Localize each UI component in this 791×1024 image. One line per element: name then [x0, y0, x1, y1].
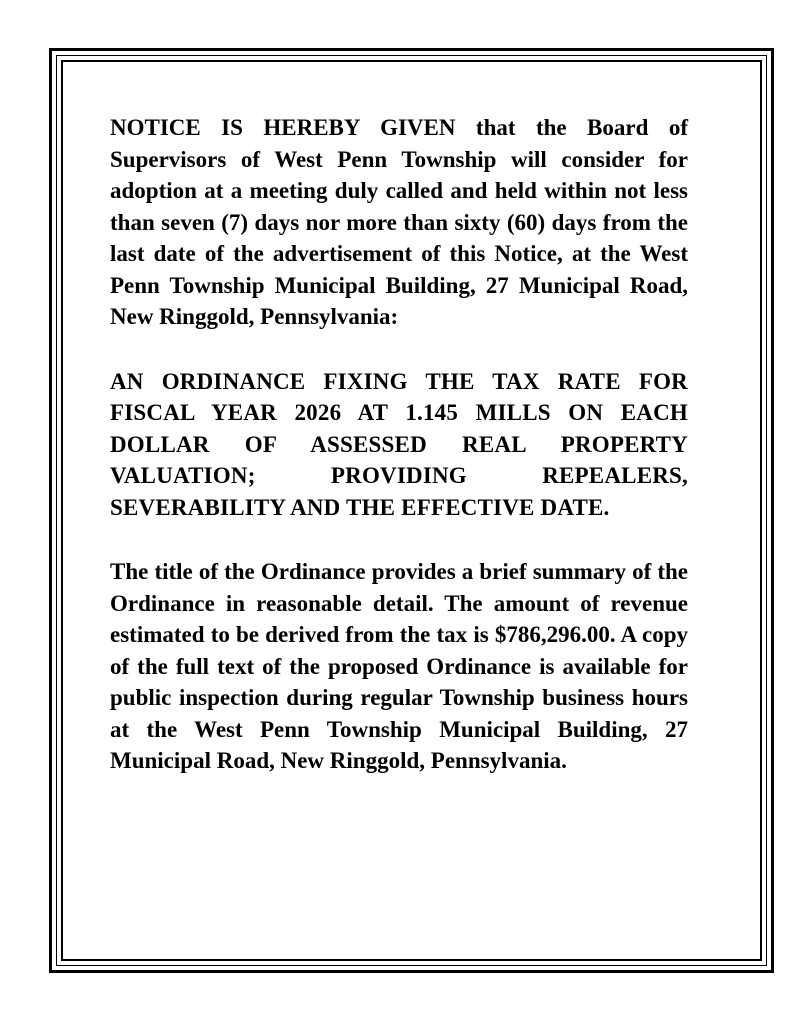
ordinance-title-paragraph: AN ORDINANCE FIXING THE TAX RATE FOR FISCAL YEAR 2026 AT 1.145 MILLS ON EACH DOLLAR OF ASSESSED REAL PROPERTY VALUATION; PROVIDING REPEALERS, SEVERABILITY AND THE EFFECTIVE DATE. [110, 368, 688, 520]
notice-intro-paragraph: NOTICE IS HEREBY GIVEN that the Board of Supervisors of West Penn Township will consider for adoption at a meeting duly called and held within not less than seven (7) days nor more than sixty (60) days from the last date of the advertisement of this Notice, at the West Penn Township Municipal Building, 27 Municipal Road, New Ringgold, Pennsylvania: [110, 115, 688, 329]
notice-content [110, 112, 688, 777]
ordinance-summary-paragraph: The title of the Ordinance provides a brief summary of the Ordinance in reasonable detail. The amount of revenue estimated to be derived from the tax is $786,296.00. A copy of the full text of the proposed Ordinance is available for public inspection during regular Township business hours at the West Penn Township Municipal Building, 27 Municipal Road, New Ringgold, Pennsylvania. [110, 559, 688, 773]
